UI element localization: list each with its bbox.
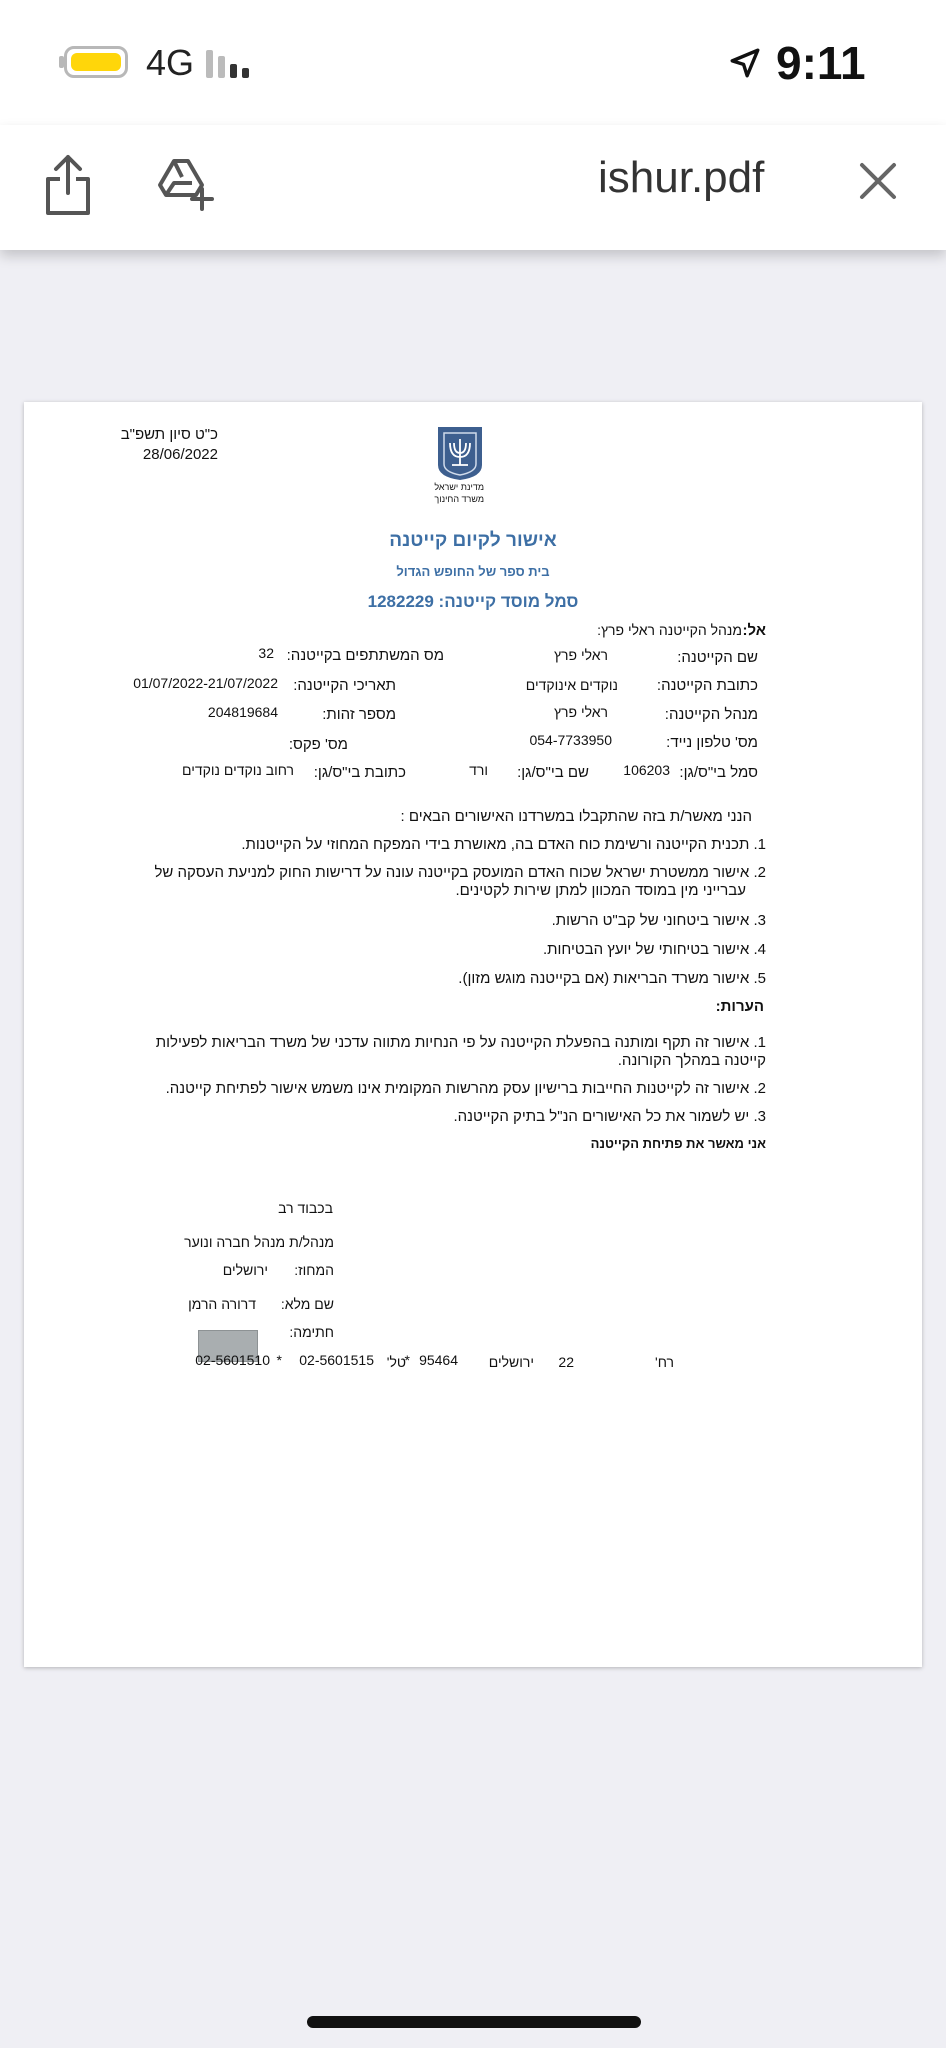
pdf-page — [24, 402, 922, 1667]
document-subtitle: בית ספר של החופש הגדול — [396, 564, 550, 579]
emblem-line-2: משרד החינוך — [434, 494, 484, 504]
manager-value: ראלי פרץ — [553, 704, 608, 720]
approve-line: אני מאשר את פתיחת הקייטנה — [590, 1136, 766, 1151]
battery-tip — [59, 56, 64, 68]
note-item: 1. אישור זה תקף ומותנה בהפעלת הקייטנה על פי הנחיות מתווה עדכני של משרד הבריאות לפעילות — [155, 1034, 766, 1051]
to-value: מנהל הקייטנה ראלי פרץ: — [597, 622, 742, 638]
footer-zip: 95464 — [419, 1352, 458, 1368]
battery-icon — [64, 46, 128, 78]
location-arrow-icon — [728, 46, 762, 80]
approval-item-continued: עברייני מין במוסד המכוון למתן שירות לקטינים. — [455, 882, 746, 899]
name-label: שם הקייטנה: — [677, 649, 758, 666]
footer-phone: 02-5601515 — [299, 1352, 374, 1368]
school-code-value: 106203 — [623, 762, 670, 778]
school-name-label: שם בי"ס/גן: — [517, 764, 589, 781]
participants-label: מס המשתתפים בקייטנה: — [286, 647, 444, 664]
notes-title: הערות: — [715, 998, 764, 1015]
dates-value: 01/07/2022-21/07/2022 — [133, 675, 278, 691]
share-icon[interactable] — [44, 153, 92, 217]
school-address-value: רחוב נוקדים נוקדים — [182, 762, 294, 778]
viewer-toolbar — [0, 125, 946, 250]
footer-star: * — [276, 1352, 282, 1368]
note-item: 2. אישור זה לקייטנות החייבות ברישיון עסק מהרשות המקומית אינו משמש אישור לפתיחת קייטנה. — [165, 1080, 766, 1097]
footer-street-label: רח' — [655, 1354, 674, 1370]
approval-item: 4. אישור בטיחותי של יועץ הבטיחות. — [542, 941, 766, 958]
hebrew-date: כ"ט סיון תשפ"ב — [120, 426, 218, 443]
fullname-value: דרורה הרמן — [188, 1296, 256, 1312]
institution-code: סמל מוסד קייטנה: 1282229 — [367, 592, 579, 611]
approval-item: 1. תכנית הקייטנה ורשימת כוח האדם בה, מאושרת בידי המפקח המחוזי על הקייטנות. — [241, 836, 766, 853]
signature-label: חתימה: — [289, 1324, 334, 1340]
participants-value: 32 — [258, 645, 274, 661]
footer-fax: 02-5601510 — [195, 1352, 270, 1368]
clock: 9:11 — [776, 37, 866, 89]
signal-icon — [206, 50, 256, 78]
note-item-continued: קייטנה במהלך הקורונה. — [617, 1052, 766, 1069]
address-value: נוקדים אינוקדים — [525, 677, 618, 693]
school-address-label: כתובת בי"ס/גן: — [313, 764, 406, 781]
footer-tel-label: טל' — [386, 1354, 406, 1370]
district-label: המחוז: — [294, 1262, 334, 1278]
footer-number: 22 — [558, 1354, 574, 1370]
note-item: 3. יש לשמור את כל האישורים הנ"ל בתיק הקייטנה. — [453, 1108, 766, 1125]
approval-item: 2. אישור ממשטרת ישראל שכוח האדם המועסק בקייטנה עונה על דרישות החוק למניעת העסקה של — [154, 864, 766, 881]
to-label: אל: — [742, 622, 766, 639]
close-icon[interactable] — [858, 161, 898, 201]
file-name: ishur.pdf — [598, 153, 765, 202]
battery-level — [71, 53, 121, 71]
address-label: כתובת הקייטנה: — [656, 677, 758, 694]
add-to-drive-icon[interactable] — [156, 157, 214, 211]
emblem-line-1: מדינת ישראל — [434, 482, 484, 492]
approval-item: 5. אישור משרד הבריאות (אם בקייטנה מוגש מזון). — [458, 970, 766, 987]
name-value: ראלי פרץ — [553, 647, 608, 663]
home-indicator[interactable] — [307, 2016, 641, 2028]
id-value: 204819684 — [207, 704, 278, 720]
fullname-label: שם מלא: — [280, 1296, 334, 1312]
footer-city: ירושלים — [488, 1354, 534, 1370]
regards: בכבוד רב — [278, 1200, 333, 1216]
document-date: 28/06/2022 — [142, 446, 218, 463]
approval-item: 3. אישור ביטחוני של קב"ט הרשות. — [551, 912, 766, 929]
dates-label: תאריכי הקייטנה: — [293, 677, 396, 694]
district-value: ירושלים — [222, 1262, 268, 1278]
fax-label: מס' פקס: — [288, 736, 348, 753]
signer-role: מנהל/ת מנהל חברה ונוער — [184, 1234, 334, 1250]
network-type: 4G — [146, 42, 195, 83]
footer-star: * — [404, 1352, 410, 1368]
id-label: מספר זהות: — [322, 706, 396, 723]
document-title: אישור לקיום קייטנה — [389, 530, 557, 551]
state-emblem-icon — [436, 425, 484, 481]
phone-label: מס' טלפון נייד: — [666, 734, 758, 751]
status-bar — [0, 0, 946, 125]
school-name-value: ורד — [469, 762, 488, 778]
manager-label: מנהל הקייטנה: — [664, 706, 758, 723]
school-code-label: סמל בי"ס/גן: — [679, 764, 758, 781]
phone-value: 054-7733950 — [529, 732, 612, 748]
approvals-intro: הנני מאשר/ת בזה שהתקבלו במשרדנו האישורים הבאים : — [400, 808, 752, 825]
